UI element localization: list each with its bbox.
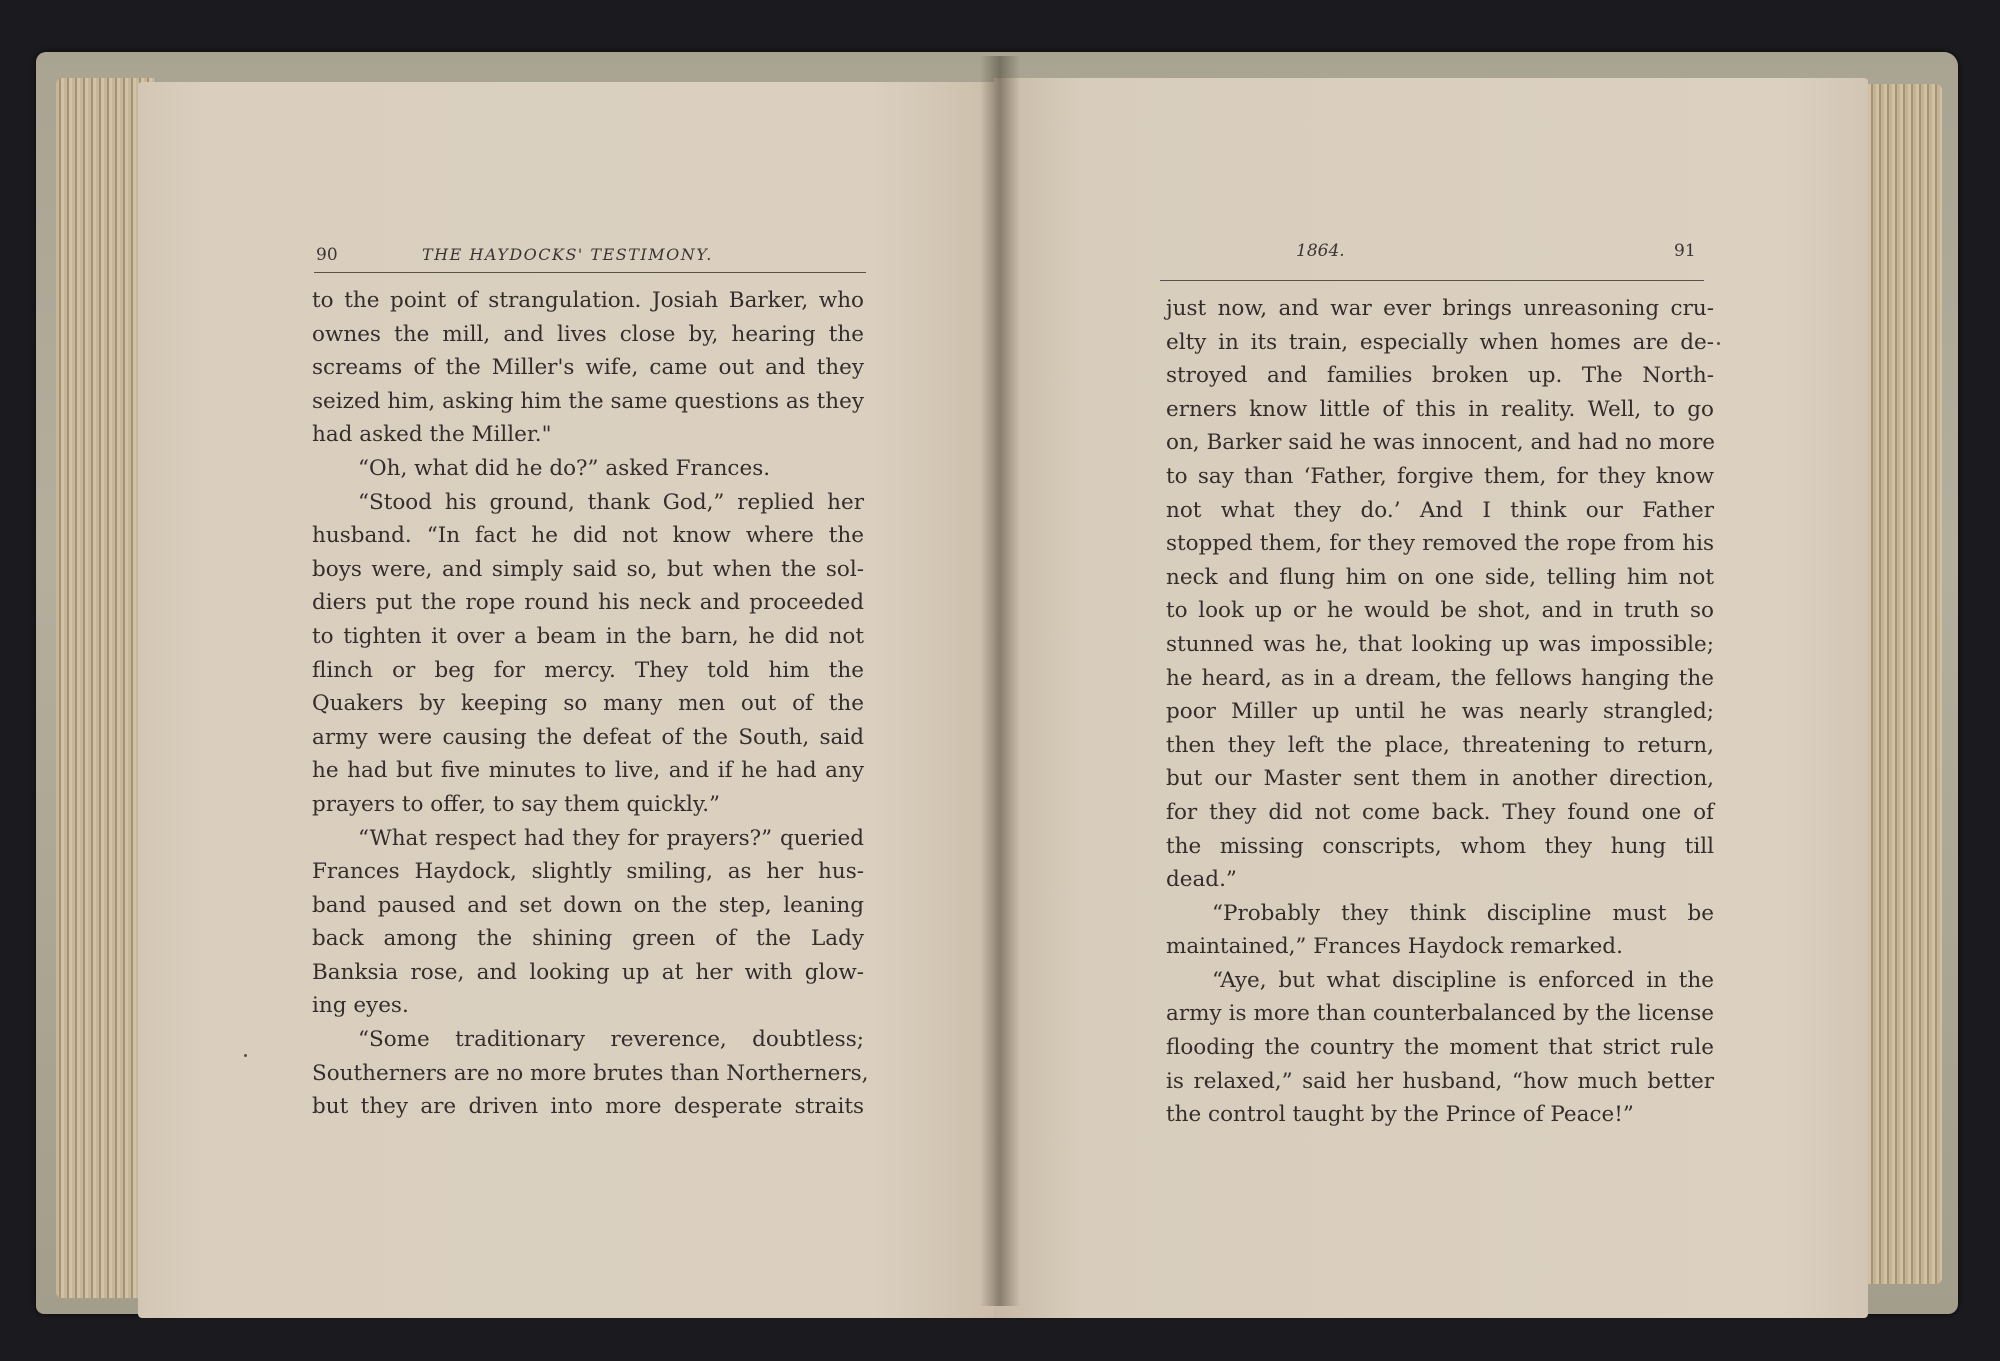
text-line: not what they do.’ And I think our Father <box>1166 497 1714 523</box>
text-line: had asked the Miller." <box>312 422 552 448</box>
text-line: to say than ‘Father, forgive them, for they know <box>1166 463 1714 489</box>
book-spine-gutter <box>980 56 1020 1306</box>
text-line: boys were, and simply said so, but when the sol- <box>312 556 864 582</box>
text-line: screams of the Miller's wife, came out and they <box>312 355 864 381</box>
running-title: THE HAYDOCKS' TESTIMONY. <box>422 245 713 264</box>
text-line: erners know little of this in reality. Well, to go <box>1166 396 1714 422</box>
text-line: “Stood his ground, thank God,” replied her <box>358 489 864 515</box>
text-line: husband. “In fact he did not know where the <box>312 523 864 549</box>
text-line: Quakers by keeping so many men out of the <box>312 691 864 717</box>
page-number: 91 <box>1674 241 1696 261</box>
text-line: but our Master sent them in another direction, <box>1166 766 1714 792</box>
text-line: stopped them, for they removed the rope from his <box>1166 531 1714 557</box>
text-line: Frances Haydock, slightly smiling, as her hus- <box>312 859 864 885</box>
text-line: ing eyes. <box>312 993 409 1019</box>
text-line: but they are driven into more desperate straits <box>312 1094 864 1120</box>
text-line: then they left the place, threatening to return, <box>1166 732 1714 758</box>
text-line: army were causing the defeat of the South, said <box>312 724 864 750</box>
text-line: maintained,” Frances Haydock remarked. <box>1166 934 1623 960</box>
text-line: diers put the rope round his neck and proceeded <box>312 590 864 616</box>
text-line: ownes the mill, and lives close by, hearing the <box>312 321 864 347</box>
left-page <box>138 82 1000 1318</box>
header-rule <box>1160 280 1704 281</box>
text-line: “What respect had they for prayers?” queried <box>358 825 864 851</box>
text-line: flinch or beg for mercy. They told him the <box>312 657 864 683</box>
paper-speck <box>1717 342 1720 345</box>
text-line: dead.” <box>1166 867 1237 893</box>
running-title: 1864. <box>1296 241 1345 261</box>
page-text <box>312 284 869 1124</box>
text-line: he heard, as in a dream, the fellows hanging the <box>1166 665 1714 691</box>
text-line: band paused and set down on the step, leaning <box>312 892 864 918</box>
text-line: “Oh, what did he do?” asked Frances. <box>358 455 771 481</box>
text-line: the missing conscripts, whom they hung till <box>1166 833 1714 859</box>
text-line: poor Miller up until he was nearly strangled; <box>1166 699 1714 725</box>
paper-speck <box>244 1054 247 1057</box>
text-line: he had but five minutes to live, and if he had any <box>312 758 864 784</box>
text-line: “Probably they think discipline must be <box>1212 900 1714 926</box>
text-line: Banksia rose, and looking up at her with glow- <box>312 959 864 985</box>
text-line: on, Barker said he was innocent, and had no more <box>1166 430 1715 456</box>
text-line: elty in its train, especially when homes are de- <box>1166 329 1714 355</box>
page-number: 90 <box>316 245 338 265</box>
text-line: for they did not come back. They found one of <box>1166 799 1714 825</box>
text-line: the control taught by the Prince of Peace!” <box>1166 1102 1634 1128</box>
text-line: flooding the country the moment that strict rule <box>1166 1035 1714 1061</box>
text-line: to the point of strangulation. Josiah Barker, who <box>312 288 864 313</box>
text-line: prayers to offer, to say them quickly.” <box>312 791 721 817</box>
right-page <box>994 78 1868 1318</box>
text-line: stroyed and families broken up. The North- <box>1166 363 1714 389</box>
text-line: Southerners are no more brutes than Northerners, <box>312 1060 869 1086</box>
text-line: is relaxed,” said her husband, “how much better <box>1166 1068 1714 1094</box>
text-line: “Some traditionary reverence, doubtless; <box>358 1027 864 1053</box>
text-line: just now, and war ever brings unreasoning cru- <box>1166 296 1714 321</box>
text-line: to tighten it over a beam in the barn, he did not <box>312 623 864 649</box>
text-line: neck and flung him on one side, telling him not <box>1166 564 1714 590</box>
text-line: seized him, asking him the same questions as they <box>312 388 864 414</box>
header-rule <box>314 272 866 273</box>
text-line: back among the shining green of the Lady <box>312 926 864 952</box>
text-line: army is more than counterbalanced by the license <box>1166 1001 1714 1027</box>
text-line: to look up or he would be shot, and in truth so <box>1166 598 1714 624</box>
text-line: stunned was he, that looking up was impossible; <box>1166 631 1714 657</box>
text-line: “Aye, but what discipline is enforced in the <box>1212 967 1714 993</box>
page-text <box>1166 292 1714 1132</box>
